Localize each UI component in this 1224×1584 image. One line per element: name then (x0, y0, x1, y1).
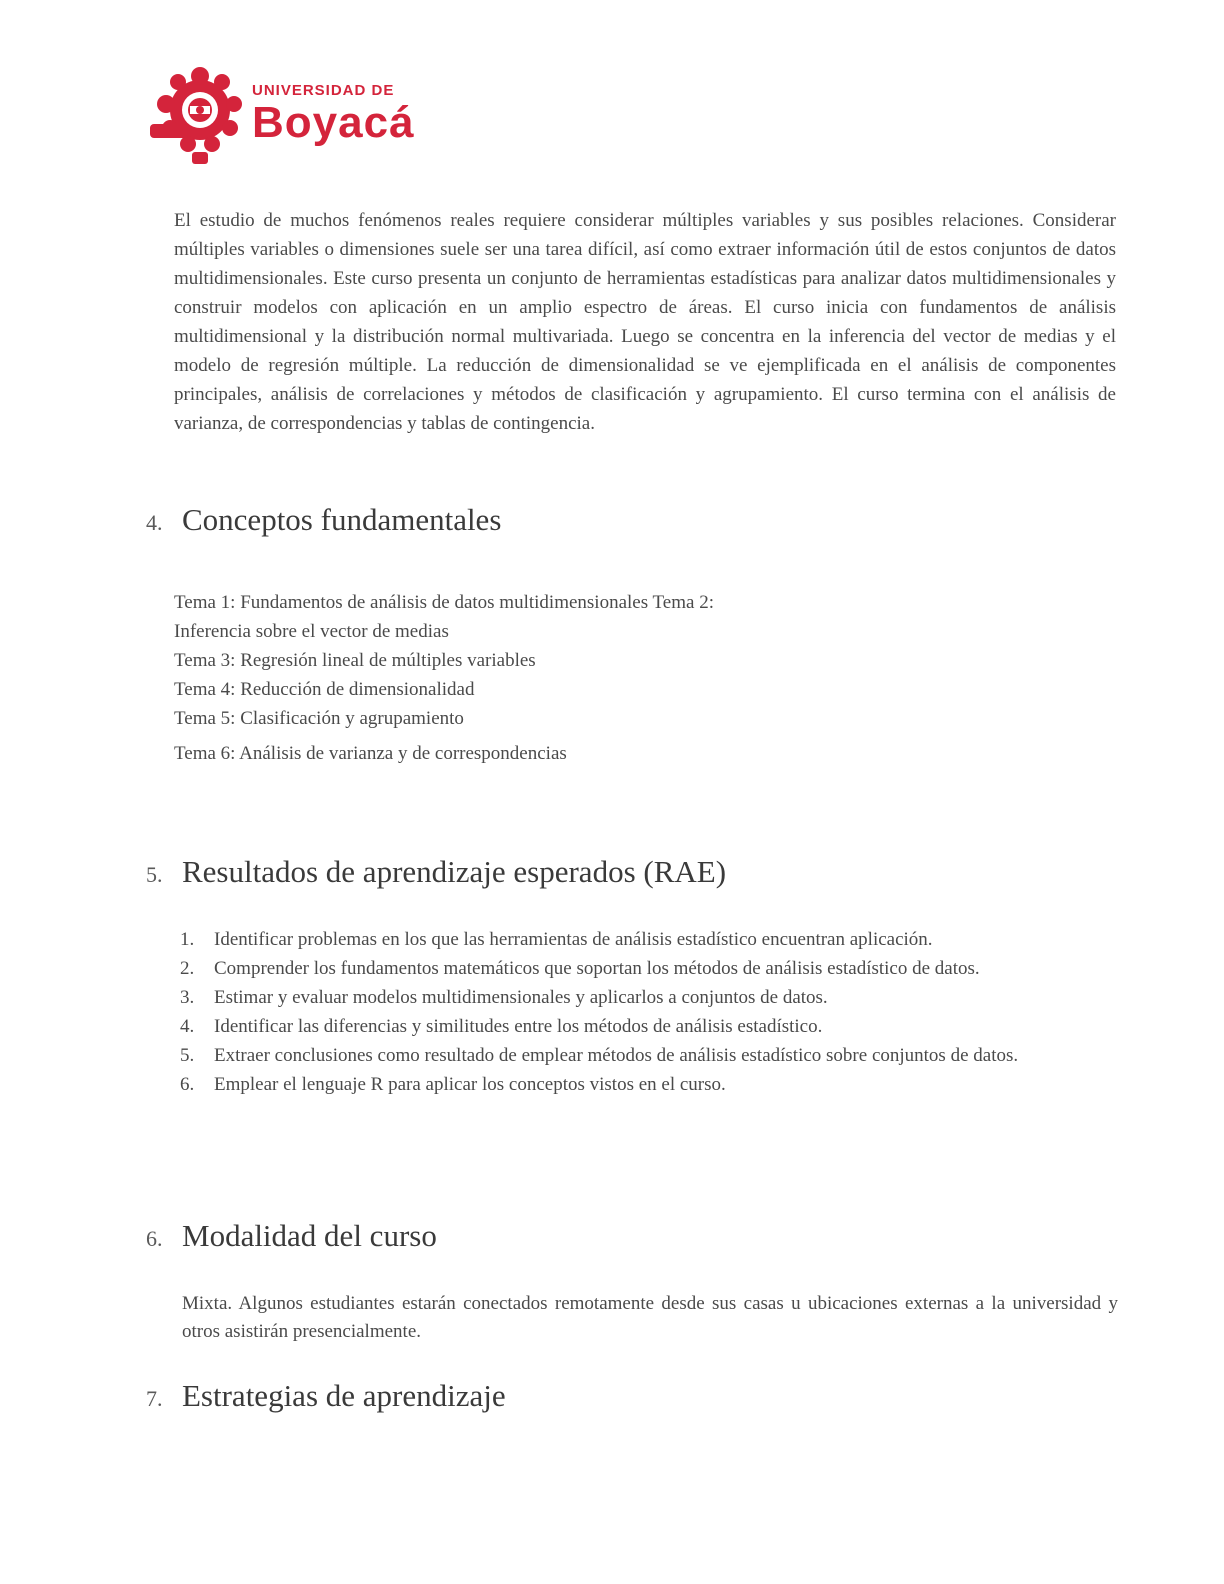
list-item-number: 6. (180, 1074, 195, 1095)
list-item-text: Comprender los fundamentos matemáticos que soportan los métodos de análisis estadístico de datos. (214, 958, 980, 979)
logo-big-text: Boyacá (252, 98, 415, 147)
list-item-text: Emplear el lenguaje R para aplicar los conceptos vistos en el curso. (214, 1074, 726, 1095)
list-item (180, 955, 1120, 983)
list-item (180, 926, 1120, 954)
section-number: 6. (146, 1226, 163, 1251)
list-item (180, 1071, 1120, 1099)
list-item-text: Identificar problemas en los que las herramientas de análisis estadístico encuentran aplicación. (214, 929, 933, 950)
course-description: El estudio de muchos fenómenos reales requiere considerar múltiples variables y sus posibles relaciones. Considerar múltiples variables o dimensiones suele ser una tarea difícil, así como extraer información útil de estos conjuntos de datos multidimensionales. Este curso presenta un conjunto de herramientas estadísticas para analizar datos multidimensionales y construir modelos con aplicación en un amplio espectro de áreas. El curso inicia con fundamentos de análisis multidimensional y la distribución normal multivariada. Luego se concentra en la inferencia del vector de medias y el modelo de regresión múltiple. La reducción de dimensionalidad se ve ejemplificada en el análisis de componentes principales, análisis de correlaciones y métodos de clasificación y agrupamiento. El curso termina con el análisis de varianza, de correspondencias y tablas de contingencia. (174, 210, 1116, 434)
section-title: Conceptos fundamentales (182, 502, 502, 537)
list-item-text: Extraer conclusiones como resultado de emplear métodos de análisis estadístico sobre conjuntos de datos. (214, 1045, 1019, 1066)
topic-item: Tema 6: Análisis de varianza y de correspondencias (174, 743, 567, 764)
section-title: Estrategias de aprendizaje (182, 1378, 506, 1413)
section-number: 7. (146, 1386, 163, 1411)
list-item-number: 3. (180, 987, 195, 1008)
list-item (180, 1042, 1120, 1070)
list-item-text: Identificar las diferencias y similitudes entre los métodos de análisis estadístico. (214, 1016, 823, 1037)
logo-wordmark (252, 64, 415, 164)
section-number: 5. (146, 862, 163, 887)
list-item-number: 2. (180, 958, 195, 979)
list-item-text: Estimar y evaluar modelos multidimensionales y aplicarlos a conjuntos de datos. (214, 987, 828, 1008)
section-heading-learning-outcomes (146, 854, 726, 890)
topic-item: Tema 1: Fundamentos de análisis de datos multidimensionales Tema 2: (174, 592, 714, 613)
topic-item: Tema 3: Regresión lineal de múltiples variables (174, 650, 536, 671)
section-heading-modality (146, 1218, 437, 1254)
topic-item: Tema 4: Reducción de dimensionalidad (174, 679, 475, 700)
learning-outcomes-list (180, 926, 1120, 1100)
list-item-number: 4. (180, 1016, 195, 1037)
university-logo (148, 62, 418, 166)
section-title: Resultados de aprendizaje esperados (RAE) (182, 854, 727, 889)
list-item (180, 984, 1120, 1012)
modality-description: Mixta. Algunos estudiantes estarán conectados remotamente desde sus casas u ubicaciones externas a la universidad y otros asistirán presencialmente. (182, 1293, 1118, 1342)
topic-item: Tema 5: Clasificación y agrupamiento (174, 708, 464, 729)
topic-item: Inferencia sobre el vector de medias (174, 621, 449, 642)
section-title: Modalidad del curso (182, 1218, 437, 1253)
university-seal-icon (148, 62, 244, 166)
list-item (180, 1013, 1120, 1041)
logo-small-text: UNIVERSIDAD DE (252, 82, 395, 99)
section-number: 4. (146, 510, 163, 535)
section-heading-concepts (146, 502, 501, 538)
list-item-number: 5. (180, 1045, 195, 1066)
list-item-number: 1. (180, 929, 195, 950)
section-heading-learning-strategies (146, 1378, 506, 1414)
topics-list (174, 588, 1074, 768)
